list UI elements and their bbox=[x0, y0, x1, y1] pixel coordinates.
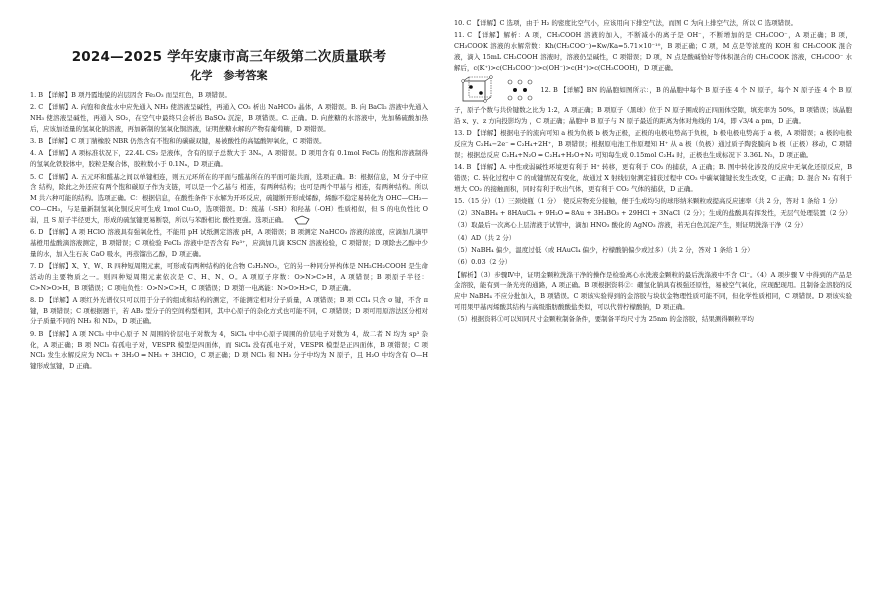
document-subtitle: 化学 参考答案 bbox=[190, 69, 268, 82]
answer-item-15-5: （5）NaBH₄ 偏少，温度过低（或 HAuCl₄ 偏少，柠檬酸钠偏少或过多）（共 2 分，答对 1 条给 1 分） bbox=[454, 246, 754, 255]
bn-crystal-cell-figure bbox=[457, 75, 497, 105]
thiophene-ring-figure bbox=[293, 215, 311, 225]
answer-item-15-analysis: 【解析】（3）步骤Ⅳ中，证明金颗粒洗涤干净的操作是检验离心水洗液金颗粒的最后洗涤液中不含 Cl⁻。（4）A 项步骤 V 中得到的产品是金溶胶，能有到一条光亮的通路，A 项正确。B 项根据资料②：硼氢化钠具有极强还原性，易被空气氧化，应现配现用。且制备金溶胶的反应中 NaBH₄ 不应分批加入，B 项错误。C 项该实验得到的金溶胶与块状金物理性质可能不同，但化学性质相同，C 项错误。D 项该实验可用果甲基丙烯酸其结构与高级脂肪酸酸盐类似，可以代替柠檬酸钠，D 项正确。 bbox=[454, 270, 852, 312]
answer-item-15-4: （4）AD（共 2 分） bbox=[454, 233, 516, 242]
answer-item-12 bbox=[454, 75, 852, 127]
answer-item-15-1: 15.（15 分）（1）三颈烧瓶（1 分） 使反应物充分接触，便于生成均匀的球形纳米颗粒或提高反应速率（共 2 分，答对 1 条给 1 分） bbox=[454, 196, 842, 205]
answer-item-6: 6. D 【详解】A 项 HClO 溶液具有强氧化性，不能用 pH 试纸测定溶液 pH，A 项错误；B 项测定 NaHCO₃ 溶液的浓度，应滴加几滴甲基橙用盐酸滴溶液测定，B 项错误；C 项检验 FeCl₂ 溶液中是否含有 Fe³⁺，应滴加几滴 KSCN 溶液检验，C 项错误；D 项除去乙醇中少量的水，加入生石灰 CaO 吸水，再蒸馏出乙醇，D 项正确。 bbox=[30, 228, 428, 258]
answer-item-5-text: 5. C 【详解】A. 五元环和醛基之间以单键相连，则五元环所在的平面与醛基所在的平面可能共面，选项正确。B：根据信息，M 分子中应含 结构，除此之外还应有两个饱和碳原子作为支链，可以是一个乙基与 相连，有两种结构；也可是两个甲基与 相连，有两种结构。所以 M 共六种可能的结构。选项正确。C：根据信息，在酸性条件下水解为开环反应，硫键断开形成烯醇，烯醇不稳定易转化为 OHC—CH₂—CO—CH₃，与足量新制氢氧化铜反应可生成 1mol Cu₂O，选项错误。D：巯基（-SH）和羟基（-OH）性质相似，但 S 的电负性比 O 弱，且 S 原子半径更大，形成的硫氢键更易断裂，所以与苯酚相比 酸性更强。选项正确。 bbox=[30, 172, 428, 224]
answer-item-14: 14. B 【详解】A. 中性或弱碱性环境更有利于 H⁺ 转移，更有利于 CO₂ 的捕获，A 正确；B. 图中转化涉及的反应中无氧化还原反应，B 错误；C. 转化过程中 C 的成键情况有变化，故通过 X 射线衍射测定捕获过程中 CO₂ 中碳氧键键长发生改变，C 正确；D. 混合 N₂ 有利于增大 CO₂ 的接触面积，同时有利于吹出气体，更有利于 CO₂ 气体的捕获，D 正确。 bbox=[454, 162, 852, 193]
answer-item-12-text: 12. B 【详解】BN 的晶胞如图所示：，B 的晶胞中每个 B 原子连 4 个 N 原子，每个 N 原子连 4 个 B 原子，原子个数与共价键数之比为 1:2，A 项正确；B 项原子（黑球）位于 N 原子围成的正四面体空隙，填充率为 50%，B 项错误；该晶胞沿 x、y、z 方向投影均为 ，C 项正确；晶胞中 B 原子与 N 原子最近的距离为体对角线的 1/4，即 √3/4 a pm，D 正确。 bbox=[454, 85, 852, 125]
answer-item-7: 7. D 【详解】X、Y、W、R 四种短周期元素，可形成有两种结构的化合物 C₂H₂NO₂，它的另一种同分异构体是 NH₂CH₂COOH 是生命活动的主要物质之一。则四种短周期元素依次是 C、H、N、O。A 项原子序数：O>N>C>H，A 项错误；B 项原子半径：C>N>O>H，B 项错误；C 项电负性：O>N>C>H，C 项错误；D 项第一电离能：N>O>H>C，D 项正确。 bbox=[30, 261, 428, 292]
answer-item-4: 4. A 【详解】A 项标准状况下，22.4L CS₂ 是液体，含有的原子总数大于 3Nₐ，A 项错误。D 项用含有 0.1mol FeCl₃ 的饱和溶液制得的氢氧化铁胶体中，胶粒是聚合体，胶粒数小于 0.1Nₐ，D 项正确。 bbox=[30, 149, 428, 169]
left-column bbox=[30, 18, 428, 373]
answer-item-9: 9. B 【详解】A 项 NCl₃ 中中心原子 N 周围的价层电子对数为 4，SiCl₄ 中中心原子周围的价层电子对数为 4，故二者 N 均为 sp³ 杂化，A 项正确；B 项 NCl₃ 有孤电子对，VESPR 模型是四面体，而 SiCl₄ 没有孤电子对，VESPR 模型是正四面体，B 项错误；C 项 NCl₃ 发生水解反应为 NCl₃ + 3H₂O ═ NH₃ + 3HClO，C 项正确；D 项 NCl₃ 和 NH₃ 分子中均为 N 原子，且 H₂O 中均含有 O—H 键形成氢键，D 正确。 bbox=[30, 329, 428, 371]
projection-figure bbox=[505, 77, 535, 103]
answer-item-8: 8. D 【详解】A 项红外光谱仪只可以用于分子的组成和结构的测定，不能测定相对分子质量，A 项错误；B 项 CCl₄ 只含 σ 键，不含 π 键，B 项错误；C 项根据题干，若 AB₂ 型分子的空间构型相同，其中心原子的杂化方式也可能不同，C 项错误；D 项可用原溶法区分相对分子质量不同的 NH₃ 和 ND₃，D 项正确。 bbox=[30, 295, 428, 326]
answer-item-2: 2. C 【详解】A. 向饱和食盐水中应先通入 NH₃ 使溶液呈碱性，再通入 CO₂ 析出 NaHCO₃ 晶体，A 项错误。B. 向 BaCl₂ 溶液中先通入 NH₃ 使溶液呈碱性，再通入 SO₂，在空气中最终只会析出 BaSO₄ 沉淀，B 项错误。C. 正确。D. 向蔗糖的水溶液中，先加稀硫酸加热后，应该加适量的氢氧化钠溶液，再加新制的氢氧化铜溶液，证明蔗糖水解的产物有葡萄糖，D 项错误。 bbox=[30, 103, 428, 133]
right-column bbox=[454, 18, 852, 327]
document-header bbox=[30, 48, 428, 84]
document-title: 2024—2025 学年安康市高三年级第二次质量联考 bbox=[71, 49, 387, 65]
answer-item-13: 13. D 【详解】根据电子的流向可知 a 极为负极 b 极为正极，正极的电极电势高于负极，b 极电极电势高于 a 极，A 项错误；a 极的电极反应为 C₂H₄−2e⁻ ═ C₂H₄+2H⁺，B 项错误；根据原电池工作原理知 H⁺ 从 a 极（负极）通过质子陶瓷膜向 b 极（正极）移动，C 项错误；根据总反应 C₂H₄+N₂O ═ C₂H₄+H₂O+N₂ 可知每生成 0.15mol C₂H₄ 时，正极也生成标况下 3.36L N₂，D 项正确。 bbox=[454, 129, 852, 159]
answer-item-10: 10. C 【详解】C 选项，由于 H₂ 的密度比空气小，应该用向下排空气法，而图 C 为向上排空气法，所以 C 选项错误。 bbox=[454, 19, 798, 27]
answer-item-3: 3. B 【详解】C 项丁腈橡胶 NBR 仍然含有不饱和的碳碳双键，易被酸性的高锰酸钾氧化，C 项错误。 bbox=[30, 137, 326, 146]
answer-item-1: 1. B 【详解】B 项丹霞地貌的岩层因含 Fe₂O₃ 而呈红色，B 项错误。 bbox=[30, 91, 231, 99]
answer-item-15-6: （6）0.03（2 分） bbox=[454, 258, 512, 267]
answer-item-15-3: （3）取最后一次离心上层清液于试管中，滴加 HNO₃ 酸化的 AgNO₃ 溶液，若无白色沉淀产生，则证明洗涤干净（2 分） bbox=[454, 221, 807, 230]
answer-item-15-2: （2）3NaBH₄ + 8HAuCl₄ + 9H₂O ═ 8Au + 3H₃BO₃ + 29HCl + 3NaCl（2 分）；生成的盐酸具有挥发性，无层气处理装置（2 分） bbox=[454, 209, 852, 218]
answer-item-5 bbox=[30, 172, 428, 226]
answer-item-15-analysis-5: （5）根据资料①可以知同尺寸金颗粒制备条件，要制备平均尺寸为 25nm 的金溶胶，结果测得颗粒平均 bbox=[454, 315, 754, 324]
answer-item-11: 11. C 【详解】解析：A 项，CH₃COOH 溶液的加入，不断减小的离子是 OH⁻，不断增加的是 CH₃COO⁻，A 项正确；B 项，CH₃COOK 溶液的水解常数：Kh(CH₃COO⁻)=Kw/Ka=5.71×10⁻¹⁰，B 项正确；C 项，M 点是等浓度的 KOH 和 CH₃COOK 混合液，滴入 15mL CH₃COOH 溶液时，溶液仍呈碱性，C 项错误；D 项，N 点是酸碱恰好等体积混合的 CH₃COOK 溶液，CH₃COO⁻ 水解后，c(K⁺)>c(CH₃COO⁻)>c(OH⁻)>c(H⁺)>c(CH₃COOH)，D 项正确。 bbox=[454, 31, 852, 72]
